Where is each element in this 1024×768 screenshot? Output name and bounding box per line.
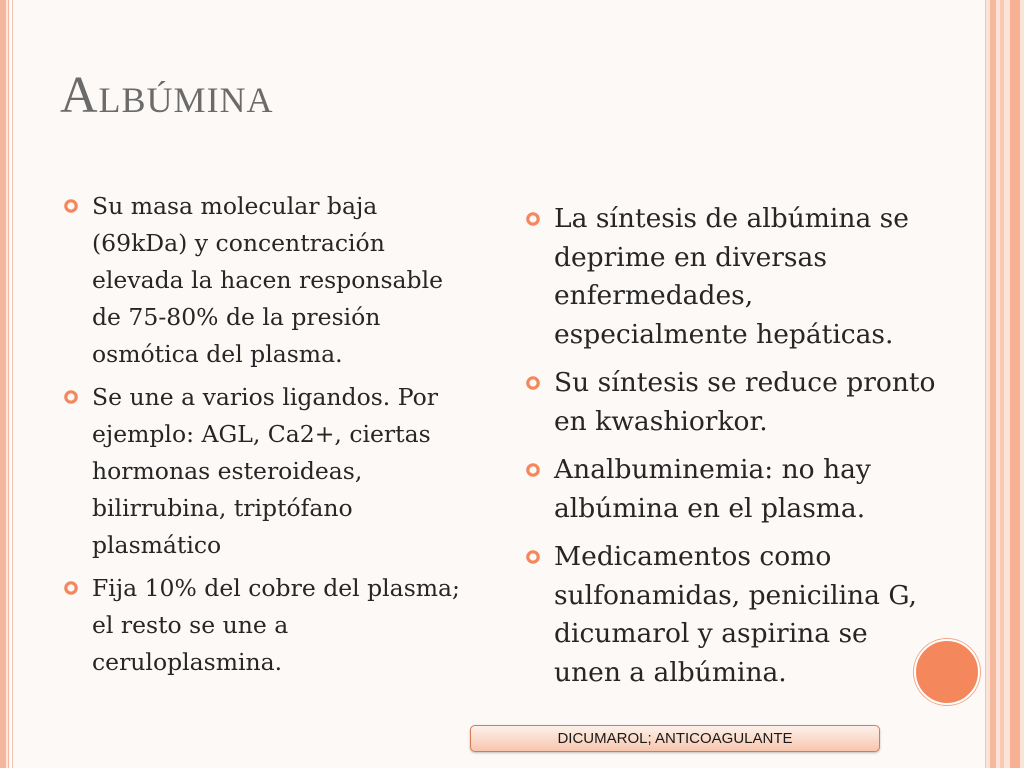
bullet-text: Analbuminemia: no hay albúmina en el plasma. <box>554 454 871 524</box>
right-column <box>526 200 936 702</box>
slide-title: Albúmina <box>60 67 274 124</box>
bullet-icon <box>526 376 540 390</box>
annotation-note: DICUMAROL; ANTICOAGULANTE <box>470 725 880 752</box>
bullet-text: Medicamentos como sulfonamidas, penicilina G, dicumarol y aspirina se unen a albúmina. <box>554 541 917 688</box>
right-frame-stripes <box>986 0 1024 768</box>
bullet-icon <box>64 581 78 595</box>
decorative-circle <box>914 639 980 705</box>
bullet-text: Su síntesis se reduce pronto en kwashiorkor. <box>554 367 936 437</box>
bullet-text: Su masa molecular baja (69kDa) y concentración elevada la hacen responsable de 75-80% de la presión osmótica del plasma. <box>92 192 444 368</box>
list-item <box>526 200 936 354</box>
bullet-icon <box>64 390 78 404</box>
bullet-text: La síntesis de albúmina se deprime en diversas enfermedades, especialmente hepáticas. <box>554 203 909 350</box>
list-item <box>526 364 936 441</box>
bullet-text: Fija 10% del cobre del plasma; el resto se une a ceruloplasmina. <box>92 574 460 676</box>
list-item <box>64 188 474 373</box>
list-item <box>64 570 474 681</box>
bullet-text: Se une a varios ligandos. Por ejemplo: AGL, Ca2+, ciertas hormonas esteroideas, bilirrubina, triptófano plasmático <box>92 383 438 559</box>
left-column <box>64 188 474 687</box>
right-bullet-list <box>526 200 936 692</box>
left-bullet-list <box>64 188 474 681</box>
list-item <box>526 538 936 692</box>
bullet-icon <box>64 199 78 213</box>
bullet-icon <box>526 550 540 564</box>
bullet-icon <box>526 463 540 477</box>
left-frame-stripe <box>0 0 9 768</box>
bullet-icon <box>526 212 540 226</box>
list-item <box>526 451 936 528</box>
list-item <box>64 379 474 564</box>
